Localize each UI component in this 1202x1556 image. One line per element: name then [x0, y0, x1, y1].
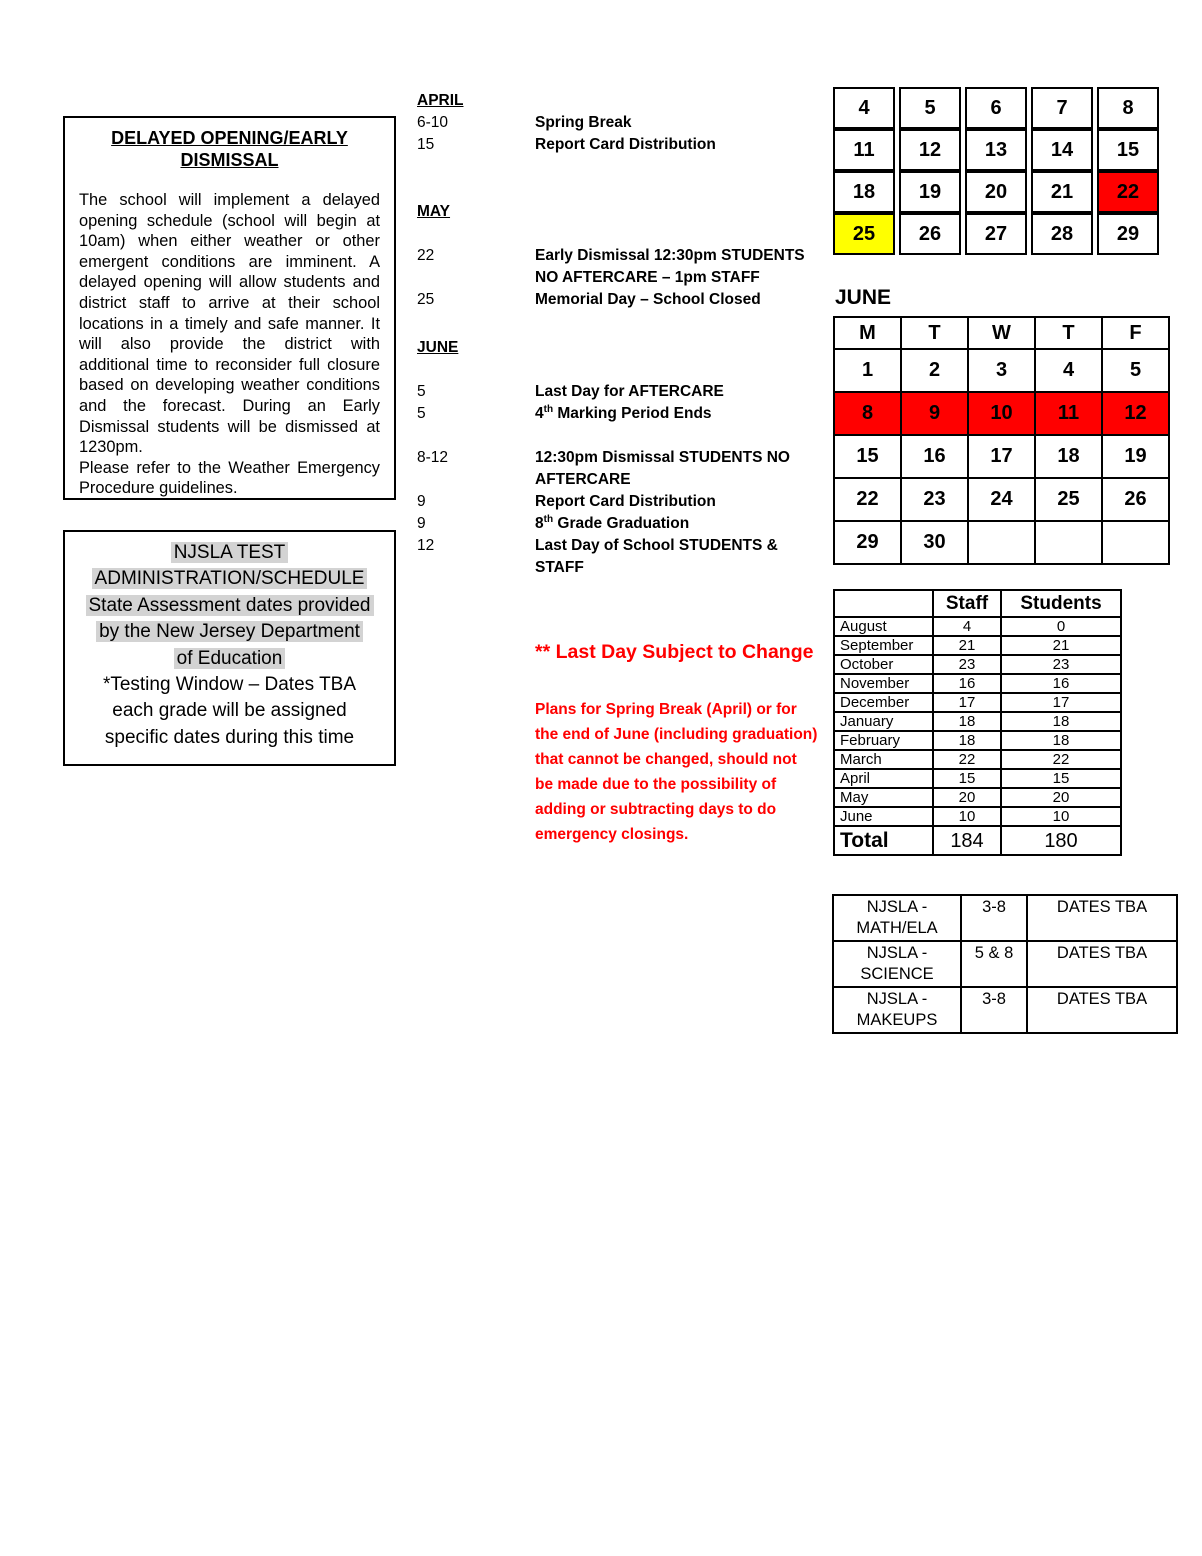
calendar-day-cell: 28: [1031, 213, 1093, 255]
calendar-day-cell: 9: [901, 392, 968, 435]
calendar-weekday-header: W: [968, 317, 1035, 349]
event-description: Spring Break: [535, 114, 632, 131]
njsla-dates-cell: DATES TBA: [1027, 941, 1177, 987]
calendar-day-cell: [1102, 521, 1169, 564]
days-table-row: [834, 769, 1121, 788]
staff-count-cell: 15: [933, 769, 1001, 788]
delayed-box-paragraph-2: Please refer to the Weather Emergency Procedure guidelines.: [79, 458, 380, 498]
june-calendar-label: JUNE: [835, 286, 892, 309]
njsla-box-highlight-line: [65, 593, 394, 619]
staff-students-days-table: [833, 589, 1122, 856]
staff-count-cell: 16: [933, 674, 1001, 693]
days-header-row: [834, 590, 1121, 617]
calendar-day-cell: 1: [834, 349, 901, 392]
calendar-day-cell: 6: [965, 87, 1027, 129]
calendar-row: [834, 478, 1169, 521]
event-row: [417, 447, 833, 491]
calendar-day-cell: 18: [833, 171, 895, 213]
event-description: Memorial Day – School Closed: [535, 291, 761, 308]
delayed-box-title-line1: DELAYED OPENING/EARLY: [111, 128, 348, 148]
calendar-header-row: [834, 317, 1169, 349]
staff-count-cell: 4: [933, 617, 1001, 636]
njsla-test-cell: NJSLA - SCIENCE: [833, 941, 961, 987]
njsla-box-highlight-line: [65, 566, 394, 592]
students-count-cell: 15: [1001, 769, 1121, 788]
event-description: Last Day of School STUDENTS & STAFF: [535, 537, 778, 576]
njsla-box-plain-line: each grade will be assigned: [112, 700, 347, 722]
calendar-day-cell: 20: [965, 171, 1027, 213]
students-header-cell: Students: [1001, 590, 1121, 617]
staff-count-cell: 18: [933, 731, 1001, 750]
ordinal-suffix: th: [543, 403, 554, 415]
event-date: 5: [417, 405, 426, 422]
calendar-day-cell: [968, 521, 1035, 564]
calendar-weekday-header: T: [901, 317, 968, 349]
notice-body: Plans for Spring Break (April) or for the end of June (including graduation) that cannot be changed, should not be made due to the possibility of adding or subtracting days to do emergency closings.: [535, 701, 818, 843]
days-table-row: [834, 655, 1121, 674]
event-row: [417, 403, 833, 425]
students-count-cell: 23: [1001, 655, 1121, 674]
month-label-cell: May: [834, 788, 933, 807]
event-date: 15: [417, 136, 435, 153]
month-label-cell: November: [834, 674, 933, 693]
delayed-box-paragraph-1: The school will implement a delayed opening schedule (school will begin at 10am) when either weather or other emergent conditions are imminent. A delayed opening will allow students and district staff to arrive at their school locations in a timely and safe manner. It will also provide the district with additional time to reconsider full closure based on developing weather conditions and the forecast. During an Early Dismissal students will be dismissed at 1230pm.: [79, 191, 380, 457]
event-description: Report Card Distribution: [535, 493, 716, 510]
calendar-day-cell: 5: [899, 87, 961, 129]
event-description: Early Dismissal 12:30pm STUDENTS NO AFTERCARE – 1pm STAFF: [535, 247, 805, 286]
days-table-row: [834, 617, 1121, 636]
calendar-day-cell: 22: [1097, 171, 1159, 213]
days-total-row: [834, 826, 1121, 855]
staff-count-cell: 10: [933, 807, 1001, 826]
calendar-weekday-header: M: [834, 317, 901, 349]
njsla-test-cell: NJSLA - MATH/ELA: [833, 895, 961, 941]
njsla-schedule-table: [832, 894, 1178, 1034]
calendar-day-cell: 12: [1102, 392, 1169, 435]
calendar-weekday-header: F: [1102, 317, 1169, 349]
calendar-day-cell: 8: [1097, 87, 1159, 129]
calendar-row: [833, 213, 1159, 255]
calendar-day-cell: 15: [834, 435, 901, 478]
njsla-dates-cell: DATES TBA: [1027, 895, 1177, 941]
highlighted-text: ADMINISTRATION/SCHEDULE: [92, 568, 368, 589]
event-month-items: [417, 381, 833, 579]
calendar-day-cell: 19: [1102, 435, 1169, 478]
njsla-grades-cell: 5 & 8: [961, 941, 1027, 987]
calendar-row: [834, 392, 1169, 435]
days-table-row: [834, 807, 1121, 826]
calendar-day-cell: 30: [901, 521, 968, 564]
njsla-box-highlight-line: [65, 619, 394, 645]
event-row: [417, 513, 833, 535]
students-count-cell: 22: [1001, 750, 1121, 769]
days-table-row: [834, 788, 1121, 807]
event-date: 22: [417, 247, 435, 264]
event-date: 9: [417, 515, 426, 532]
njsla-row: [833, 987, 1177, 1033]
calendar-weekday-header: T: [1035, 317, 1102, 349]
calendar-day-cell: 29: [1097, 213, 1159, 255]
event-month-name: MAY: [417, 203, 451, 220]
event-row: [417, 289, 833, 311]
njsla-box-plain-line: *Testing Window – Dates TBA: [102, 674, 357, 696]
event-row: [417, 134, 833, 156]
delayed-opening-box: [63, 116, 396, 500]
calendar-row: [834, 435, 1169, 478]
event-month-name: JUNE: [417, 339, 459, 356]
calendar-day-cell: 27: [965, 213, 1027, 255]
students-count-cell: 10: [1001, 807, 1121, 826]
month-label-cell: October: [834, 655, 933, 674]
calendar-row: [834, 349, 1169, 392]
month-label-cell: June: [834, 807, 933, 826]
event-date: 9: [417, 493, 426, 510]
calendar-day-cell: 3: [968, 349, 1035, 392]
month-label-cell: March: [834, 750, 933, 769]
calendar-day-cell: 24: [968, 478, 1035, 521]
students-count-cell: 20: [1001, 788, 1121, 807]
students-count-cell: 18: [1001, 731, 1121, 750]
event-row: [417, 535, 833, 579]
days-table-row: [834, 636, 1121, 655]
calendar-day-cell: 14: [1031, 129, 1093, 171]
event-description: Report Card Distribution: [535, 136, 716, 153]
students-count-cell: 0: [1001, 617, 1121, 636]
calendar-day-cell: 17: [968, 435, 1035, 478]
staff-count-cell: 23: [933, 655, 1001, 674]
calendar-day-cell: 4: [1035, 349, 1102, 392]
njsla-dates-cell: DATES TBA: [1027, 987, 1177, 1033]
total-label-cell: Total: [834, 826, 933, 855]
calendar-day-cell: 18: [1035, 435, 1102, 478]
event-description: Last Day for AFTERCARE: [535, 383, 724, 400]
event-month-items: [417, 245, 833, 311]
njsla-box-highlight-line: [65, 646, 394, 672]
calendar-day-cell: 8: [834, 392, 901, 435]
calendar-day-cell: 22: [834, 478, 901, 521]
students-count-cell: 17: [1001, 693, 1121, 712]
students-count-cell: 18: [1001, 712, 1121, 731]
staff-count-cell: 21: [933, 636, 1001, 655]
calendar-day-cell: 23: [901, 478, 968, 521]
delayed-box-title: [79, 127, 380, 171]
month-label-cell: August: [834, 617, 933, 636]
njsla-test-box: [63, 530, 396, 766]
staff-header-cell: Staff: [933, 590, 1001, 617]
event-month-name: APRIL: [417, 92, 464, 109]
month-label-cell: April: [834, 769, 933, 788]
may-calendar: [829, 87, 1163, 255]
event-row: [417, 381, 833, 403]
calendar-row: [833, 171, 1159, 213]
calendar-day-cell: 11: [833, 129, 895, 171]
month-label-cell: January: [834, 712, 933, 731]
highlighted-text: by the New Jersey Department: [96, 621, 363, 642]
njsla-box-highlight-line: [65, 540, 394, 566]
days-header-blank-cell: [834, 590, 933, 617]
calendar-day-cell: 16: [901, 435, 968, 478]
calendar-day-cell: 13: [965, 129, 1027, 171]
days-table-row: [834, 750, 1121, 769]
calendar-day-cell: 2: [901, 349, 968, 392]
month-label-cell: September: [834, 636, 933, 655]
calendar-day-cell: 29: [834, 521, 901, 564]
event-month: [417, 90, 833, 156]
staff-count-cell: 17: [933, 693, 1001, 712]
calendar-day-cell: 25: [1035, 478, 1102, 521]
june-calendar: [833, 316, 1170, 565]
event-description: 12:30pm Dismissal STUDENTS NO AFTERCARE: [535, 449, 790, 488]
calendar-day-cell: 12: [899, 129, 961, 171]
calendar-day-cell: [1035, 521, 1102, 564]
event-description: 8th Grade Graduation: [535, 513, 690, 532]
students-count-cell: 16: [1001, 674, 1121, 693]
red-notice: [535, 640, 819, 847]
calendar-day-cell: 7: [1031, 87, 1093, 129]
njsla-row: [833, 941, 1177, 987]
calendar-row: [833, 87, 1159, 129]
staff-count-cell: 22: [933, 750, 1001, 769]
total-students-cell: 180: [1001, 826, 1121, 855]
njsla-test-cell: NJSLA - MAKEUPS: [833, 987, 961, 1033]
students-count-cell: 21: [1001, 636, 1121, 655]
highlighted-text: of Education: [174, 648, 286, 669]
events-list: [417, 90, 833, 579]
calendar-day-cell: 10: [968, 392, 1035, 435]
calendar-row: [834, 521, 1169, 564]
njsla-grades-cell: 3-8: [961, 895, 1027, 941]
event-date: 6-10: [417, 114, 449, 131]
calendar-day-cell: 25: [833, 213, 895, 255]
event-row: [417, 112, 833, 134]
event-date: 5: [417, 383, 426, 400]
month-label-cell: December: [834, 693, 933, 712]
event-month-items: [417, 112, 833, 156]
days-table-row: [834, 674, 1121, 693]
njsla-box-plain-line: specific dates during this time: [104, 726, 355, 748]
total-staff-cell: 184: [933, 826, 1001, 855]
event-date: 8-12: [417, 449, 449, 466]
event-description: 4th Marking Period Ends: [535, 403, 712, 422]
notice-heading: ** Last Day Subject to Change: [535, 641, 814, 663]
calendar-day-cell: 19: [899, 171, 961, 213]
days-table-row: [834, 731, 1121, 750]
highlighted-text: NJSLA TEST: [171, 542, 289, 563]
highlighted-text: State Assessment dates provided: [86, 595, 374, 616]
calendar-day-cell: 4: [833, 87, 895, 129]
calendar-day-cell: 11: [1035, 392, 1102, 435]
calendar-day-cell: 26: [899, 213, 961, 255]
days-table-row: [834, 712, 1121, 731]
event-month: [417, 201, 833, 311]
calendar-day-cell: 21: [1031, 171, 1093, 213]
ordinal-suffix: th: [543, 513, 554, 525]
calendar-row: [833, 129, 1159, 171]
staff-count-cell: 18: [933, 712, 1001, 731]
njsla-row: [833, 895, 1177, 941]
njsla-grades-cell: 3-8: [961, 987, 1027, 1033]
event-date: 12: [417, 537, 435, 554]
event-date: 25: [417, 291, 435, 308]
event-month: [417, 337, 833, 579]
month-label-cell: February: [834, 731, 933, 750]
staff-count-cell: 20: [933, 788, 1001, 807]
calendar-day-cell: 5: [1102, 349, 1169, 392]
calendar-day-cell: 15: [1097, 129, 1159, 171]
delayed-box-title-line2: DISMISSAL: [180, 150, 279, 170]
event-row: [417, 245, 833, 289]
calendar-day-cell: 26: [1102, 478, 1169, 521]
event-row: [417, 491, 833, 513]
days-table-row: [834, 693, 1121, 712]
